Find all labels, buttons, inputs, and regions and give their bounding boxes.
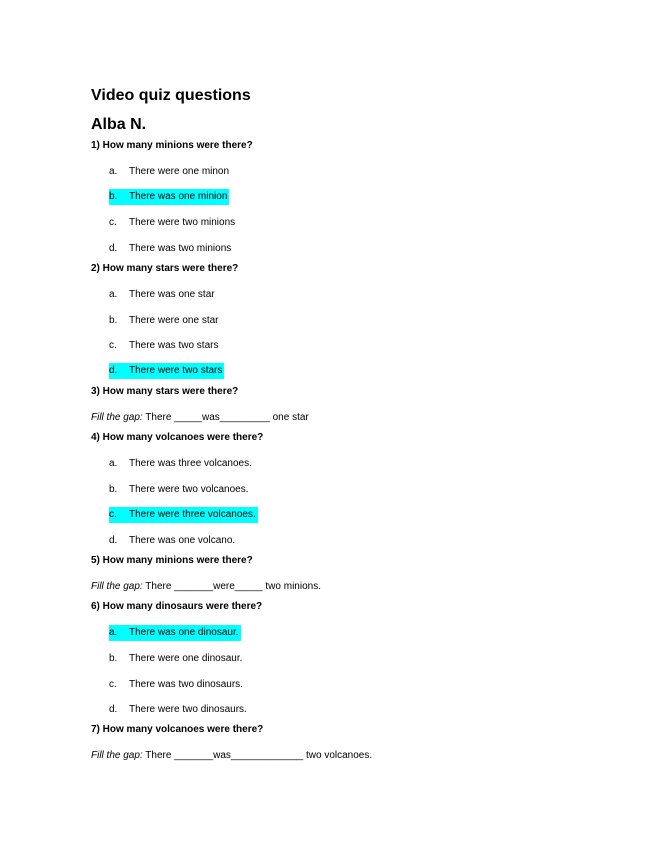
question-7-fill-gap [91, 749, 372, 763]
option-text: There was three volcanoes. [129, 458, 252, 469]
option-letter: d. [109, 365, 118, 376]
option-letter: a. [109, 458, 118, 469]
question-4-prompt: 4) How many volcanoes were there? [91, 432, 264, 443]
question-6-option-d [109, 702, 247, 718]
option-text: There was two stars [129, 340, 219, 351]
fill-gap-lead: Fill the gap: [91, 750, 143, 761]
option-text: There were two dinosaurs. [129, 704, 247, 715]
option-text: There was two minions [129, 243, 232, 254]
question-4-option-d [109, 533, 235, 549]
question-4-option-b [109, 482, 249, 498]
question-6-option-a [109, 625, 241, 641]
option-text: There were two volcanoes. [129, 484, 249, 495]
option-letter: b. [109, 653, 118, 664]
question-4-option-c [109, 507, 258, 523]
fill-gap-text: There _____was_________ one star [142, 412, 309, 423]
fill-gap-lead: Fill the gap: [91, 412, 143, 423]
question-1-option-d [109, 241, 231, 257]
question-2-option-c [109, 338, 218, 354]
question-2-prompt: 2) How many stars were there? [91, 263, 239, 274]
option-letter: d. [109, 243, 118, 254]
question-2-option-d [109, 363, 224, 379]
question-2-option-a [109, 287, 215, 303]
option-letter: c. [109, 217, 117, 228]
option-text: There were one minon [129, 166, 230, 177]
option-letter: c. [109, 679, 117, 690]
option-text: There was one star [129, 289, 215, 300]
question-6-prompt: 6) How many dinosaurs were there? [91, 601, 263, 612]
option-letter: b. [109, 484, 118, 495]
question-5-prompt: 5) How many minions were there? [91, 555, 253, 566]
question-1-option-a [109, 164, 229, 180]
option-text: There were one dinosaur. [129, 653, 243, 664]
option-letter: a. [109, 627, 118, 638]
fill-gap-text: There _______were_____ two minions. [142, 581, 321, 592]
document-title: Video quiz questions [91, 87, 251, 104]
question-6-option-b [109, 651, 242, 667]
option-letter: c. [109, 340, 117, 351]
option-text: There was two dinosaurs. [129, 679, 243, 690]
option-letter: c. [109, 509, 117, 520]
fill-gap-lead: Fill the gap: [91, 581, 143, 592]
question-1-option-b [109, 189, 229, 205]
option-text: There were one star [129, 315, 219, 326]
option-text: There were two stars [129, 365, 223, 376]
option-letter: b. [109, 191, 118, 202]
option-text: There were two minions [129, 217, 236, 228]
fill-gap-text: There _______was_____________ two volcanoes. [142, 750, 373, 761]
option-letter: d. [109, 535, 118, 546]
option-text: There were three volcanoes. [129, 509, 256, 520]
question-4-option-a [109, 456, 252, 472]
question-1-option-c [109, 215, 235, 231]
option-text: There was one volcano. [129, 535, 236, 546]
question-6-option-c [109, 677, 243, 693]
question-1-prompt: 1) How many minions were there? [91, 140, 253, 151]
option-letter: a. [109, 166, 118, 177]
option-letter: b. [109, 315, 118, 326]
question-3-fill-gap [91, 411, 309, 425]
option-text: There was one minion [129, 191, 228, 202]
author-name: Alba N. [91, 116, 147, 133]
question-2-option-b [109, 313, 219, 329]
question-3-prompt: 3) How many stars were there? [91, 386, 239, 397]
option-text: There was one dinosaur. [129, 627, 239, 638]
option-letter: a. [109, 289, 118, 300]
question-7-prompt: 7) How many volcanoes were there? [91, 724, 264, 735]
question-5-fill-gap [91, 580, 321, 594]
option-letter: d. [109, 704, 118, 715]
